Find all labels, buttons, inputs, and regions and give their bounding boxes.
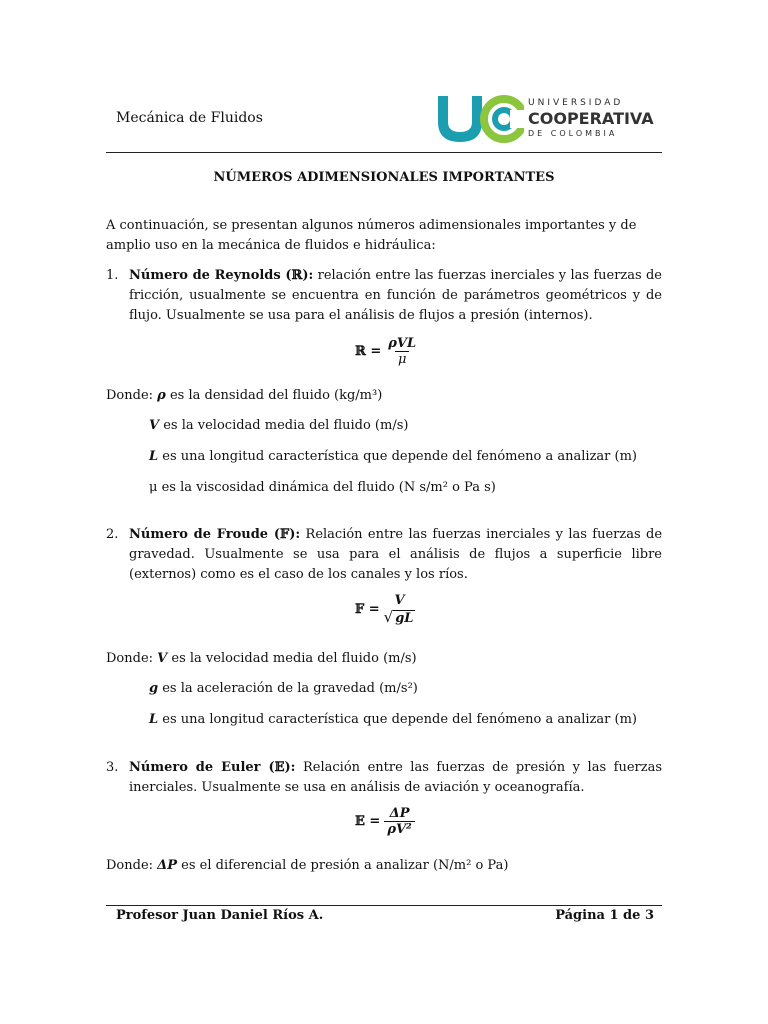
intro-paragraph: A continuación, se presentan algunos números adimensionales importantes y de amplio uso en la mecánica de fluidos e hidráulica: — [106, 218, 637, 253]
item-desc: Relación entre las fuerzas inerciales y las fuerzas de gravedad. Usualmente se usa para el análisis de flujos a superficie libre (externos) como es el caso de los canales y los ríos. — [129, 527, 663, 582]
var-line — [149, 447, 637, 467]
var-text: es la densidad del fluido (kg/m³) — [165, 388, 383, 403]
item-name: Número de Euler (𝔼): — [129, 760, 296, 775]
var-text: es una longitud característica que depende del fenómeno a analizar (m) — [158, 449, 637, 464]
where-label: Donde: — [106, 651, 154, 666]
formula-denominator: ρV² — [384, 821, 414, 837]
formula-numerator: ΔP — [389, 806, 410, 821]
var-symbol: L — [149, 449, 159, 464]
formula-lhs: 𝔼 = — [355, 814, 381, 829]
item-euler — [129, 758, 662, 798]
var-symbol: V — [149, 418, 160, 433]
var-text: es la velocidad media del fluido (m/s) — [159, 418, 409, 433]
var-line — [149, 679, 418, 699]
var-symbol: g — [149, 681, 159, 696]
footer-professor: Profesor Juan Daniel Ríos A. — [116, 908, 324, 923]
logo-line3: DE COLOMBIA — [528, 129, 618, 138]
where-line — [106, 856, 508, 876]
item-desc: relación entre las fuerzas inerciales y las fuerzas de fricción, usualmente se encuentra en función de parámetros geométricos y de flujo. Usualmente se usa para el análisis de flujos a presión (internos). — [129, 268, 662, 323]
formula-lhs: 𝔽 = — [355, 602, 380, 617]
footer-page-number: Página 1 de 3 — [555, 908, 654, 923]
var-text: es el diferencial de presión a analizar (N/m² o Pa) — [177, 858, 509, 873]
item-number: 1. — [106, 268, 119, 283]
where-label: Donde: — [106, 388, 154, 403]
var-line — [149, 478, 496, 498]
formula-reynolds — [355, 336, 419, 367]
formula-euler — [355, 806, 415, 837]
course-title: Mecánica de Fluidos — [116, 110, 263, 126]
page-title: NÚMEROS ADIMENSIONALES IMPORTANTES — [213, 170, 555, 185]
formula-denominator: μ — [395, 351, 409, 367]
item-name: Número de Reynolds (ℝ): — [129, 268, 314, 283]
var-symbol: ΔP — [157, 858, 178, 873]
formula-lhs: ℝ = — [355, 344, 382, 359]
logo-mark-icon — [434, 92, 524, 146]
university-logo — [434, 92, 654, 146]
formula-denominator: gL — [395, 611, 414, 626]
var-symbol: ρ — [157, 388, 166, 403]
var-symbol: V — [157, 651, 168, 666]
var-text: es la velocidad media del fluido (m/s) — [167, 651, 417, 666]
item-desc: Relación entre las fuerzas de presión y las fuerzas inerciales. Usualmente se usa en análisis de aviación y oceanografía. — [129, 760, 663, 795]
where-label: Donde: — [106, 858, 154, 873]
item-number: 2. — [106, 527, 119, 542]
logo-line2: COOPERATIVA — [528, 109, 654, 128]
var-text: es una longitud característica que depende del fenómeno a analizar (m) — [158, 712, 637, 727]
logo-line1: UNIVERSIDAD — [528, 98, 624, 108]
where-line — [106, 386, 382, 406]
footer-divider — [106, 905, 662, 906]
item-name: Número de Froude (𝔽): — [129, 527, 301, 542]
var-line — [149, 416, 408, 436]
item-froude — [129, 525, 662, 585]
formula-froude — [355, 593, 415, 626]
item-reynolds — [129, 266, 662, 326]
var-line — [149, 710, 637, 730]
header-divider — [106, 152, 662, 153]
var-symbol: μ — [149, 480, 158, 495]
formula-numerator: ρVL — [388, 336, 417, 351]
var-text: es la viscosidad dinámica del fluido (N s/m² o Pa s) — [157, 480, 496, 495]
where-line — [106, 649, 417, 669]
formula-numerator: V — [394, 593, 405, 608]
sqrt-icon: √ gL — [383, 608, 414, 626]
var-symbol: L — [149, 712, 159, 727]
item-number: 3. — [106, 760, 119, 775]
var-text: es la aceleración de la gravedad (m/s²) — [158, 681, 418, 696]
